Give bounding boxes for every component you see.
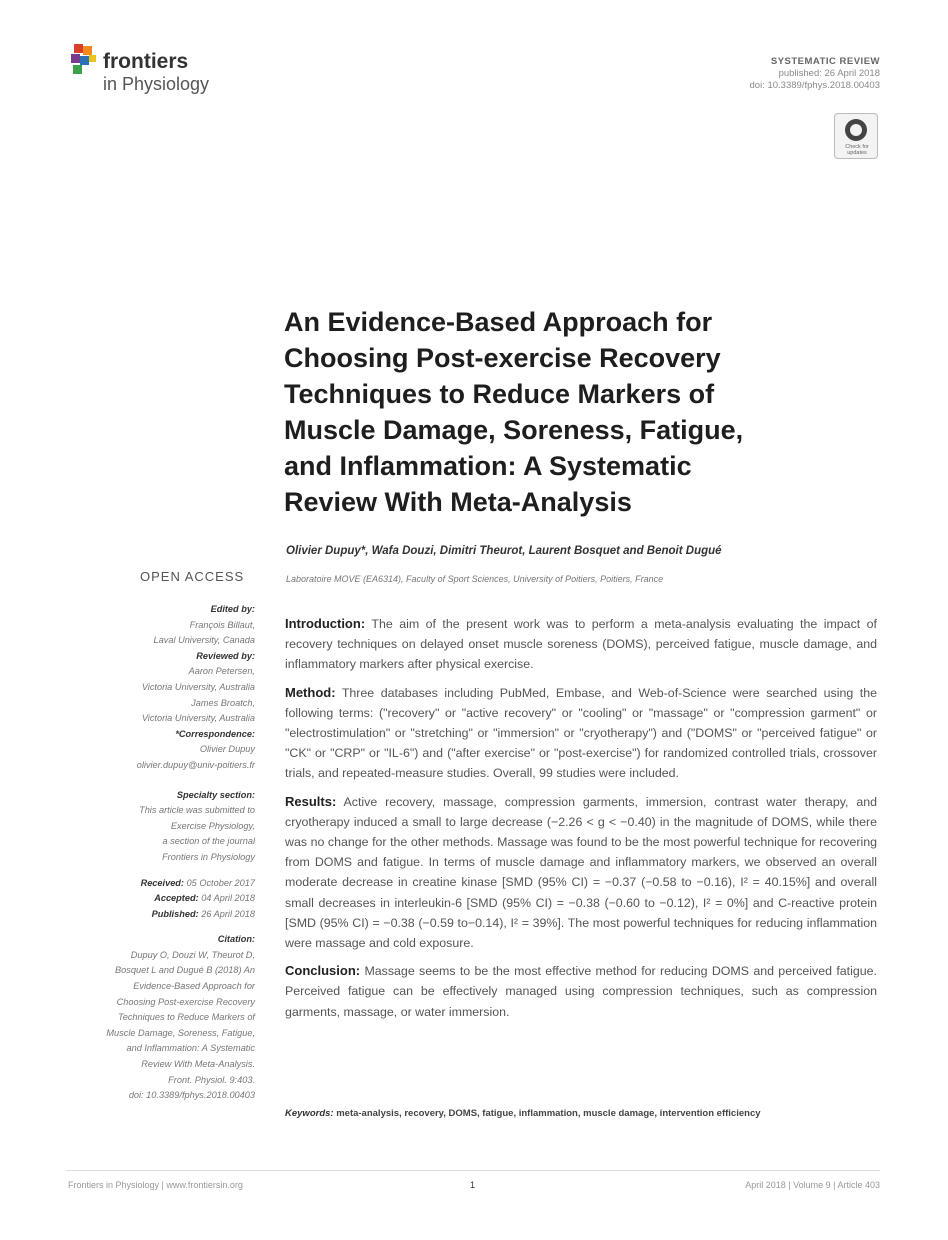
reviewed-by-heading: Reviewed by: bbox=[196, 650, 255, 661]
abstract-conclusion bbox=[285, 961, 877, 1022]
published-date-header: published: 26 April 2018 bbox=[778, 68, 880, 79]
page-number: 1 bbox=[470, 1180, 476, 1190]
citation-line: Review With Meta-Analysis. bbox=[141, 1059, 255, 1070]
citation-heading: Citation: bbox=[217, 934, 255, 945]
footer-issue-info: April 2018 | Volume 9 | Article 403 bbox=[745, 1180, 880, 1190]
title-line: Techniques to Reduce Markers of bbox=[284, 379, 715, 409]
abstract-introduction bbox=[285, 614, 877, 675]
citation-line: Choosing Post-exercise Recovery bbox=[116, 996, 255, 1007]
published-label: Published: bbox=[151, 908, 199, 919]
journal-name: frontiers bbox=[103, 50, 189, 73]
reviewer-name[interactable]: James Broatch, bbox=[191, 697, 255, 708]
specialty-heading: Specialty section: bbox=[176, 789, 255, 800]
frontiers-logo-icon bbox=[70, 42, 100, 76]
abstract-results bbox=[285, 792, 877, 954]
editor-affiliation: Laval University, Canada bbox=[153, 635, 255, 646]
editor-name[interactable]: François Billaut, bbox=[189, 619, 255, 630]
open-access-label: OPEN ACCESS bbox=[140, 569, 245, 584]
specialty-line: a section of the journal bbox=[162, 836, 255, 847]
article-info-sidebar bbox=[106, 602, 255, 1104]
keywords-text: meta-analysis, recovery, DOMS, fatigue, inflammation, muscle damage, intervention efficiency bbox=[336, 1108, 761, 1119]
method-heading: Method: bbox=[285, 684, 336, 700]
affiliation: Laboratoire MOVE (EA6314), Faculty of Sport Sciences, University of Poitiers, Poitiers, France bbox=[286, 574, 664, 584]
results-heading: Results: bbox=[285, 793, 337, 809]
correspondence-heading: *Correspondence: bbox=[175, 728, 255, 739]
reviewer-affiliation: Victoria University, Australia bbox=[141, 713, 255, 724]
title-line: Review With Meta-Analysis bbox=[284, 487, 632, 517]
citation-line: Techniques to Reduce Markers of bbox=[117, 1012, 255, 1023]
title-line: and Inflammation: A Systematic bbox=[284, 451, 692, 481]
title-line: Muscle Damage, Soreness, Fatigue, bbox=[284, 415, 744, 445]
accepted-date: 04 April 2018 bbox=[201, 893, 255, 904]
citation-doi[interactable]: doi: 10.3389/fphys.2018.00403 bbox=[128, 1090, 255, 1101]
introduction-heading: Introduction: bbox=[285, 616, 366, 631]
specialty-line: Exercise Physiology, bbox=[170, 820, 255, 831]
specialty-line: Frontiers in Physiology bbox=[162, 851, 255, 862]
reviewer-name[interactable]: Aaron Petersen, bbox=[188, 666, 255, 677]
footer-divider bbox=[66, 1170, 880, 1171]
abstract-method bbox=[285, 683, 877, 784]
abstract bbox=[285, 614, 877, 1030]
conclusion-heading: Conclusion: bbox=[285, 963, 361, 979]
citation-line: Evidence-Based Approach for bbox=[133, 981, 255, 992]
footer-journal[interactable]: Frontiers in Physiology | www.frontiersin.org bbox=[68, 1180, 243, 1190]
method-text: Three databases including PubMed, Embase, and Web-of-Science were searched using the following terms: ("recovery" or "active recovery" or "cooling" or "massage" or "compression garment" or "electrostimulation" or "stretching" or "immersion" or "cryotherapy") and ("DOMS" or "perceived fatigue" or "CK" or "CRP" or "IL-6") and ("after exercise" or "post-exercise") for randomized controlled trials, crossover trials, and repeated-measure studies. Overall, 99 studies were included. bbox=[285, 685, 878, 781]
crossmark-label: Check for updates bbox=[845, 144, 869, 156]
results-text: Active recovery, massage, compression garments, immersion, contrast water therapy, and cryotherapy induced a small to large decrease (−2.26 < g < −0.40) in the magnitude of DOMS, while there was no change for the other methods. Massage was found to be the most powerful technique for recovering from DOMS and fatigue. In terms of muscle damage and inflammatory markers, we observed an overall moderate decrease in creatine kinase [SMD (95% CI) = −0.37 (−0.58 to −0.16), I² = 40.15%] and overall small decreases in interleukin-6 [SMD (95% CI) = −0.38 (−0.60 to −0.12), I² = 0%] and C-reactive protein [SMD (95% CI) = −0.38 (−0.59 to−0.14), I² = 39%]. The most powerful techniques for reducing inflammation were massage and cold exposure. bbox=[285, 794, 878, 951]
author-list: Olivier Dupuy*, Wafa Douzi, Dimitri Theurot, Laurent Bosquet and Benoit Dugué bbox=[286, 545, 722, 557]
citation-line: Bosquet L and Dugué B (2018) An bbox=[115, 965, 255, 976]
article-type: SYSTEMATIC REVIEW bbox=[770, 56, 880, 67]
article-title bbox=[284, 304, 844, 520]
specialty-line: This article was submitted to bbox=[139, 805, 255, 816]
conclusion-text: Massage seems to be the most effective method for reducing DOMS and perceived fatigue. Perceived fatigue can be effectively managed using compression techniques, such as compression garments, massage, or water immersion. bbox=[285, 964, 877, 1019]
citation-line: Muscle Damage, Soreness, Fatigue, bbox=[106, 1027, 255, 1038]
keywords bbox=[285, 1108, 761, 1119]
introduction-text: The aim of the present work was to perform a meta-analysis evaluating the impact of recovery techniques on delayed onset muscle soreness (DOMS), perceived fatigue, muscle damage, and inflammatory markers after physical exercise. bbox=[285, 617, 877, 672]
received-label: Received: bbox=[140, 877, 184, 888]
received-date: 05 October 2017 bbox=[186, 877, 255, 888]
citation-line: Dupuy O, Douzi W, Theurot D, bbox=[130, 949, 255, 960]
citation-line: Front. Physiol. 9:403. bbox=[168, 1074, 255, 1085]
check-for-updates-icon[interactable] bbox=[834, 113, 878, 159]
journal-subname: in Physiology bbox=[103, 74, 210, 94]
reviewer-affiliation: Victoria University, Australia bbox=[141, 681, 255, 692]
published-date: 26 April 2018 bbox=[201, 908, 255, 919]
doi-header[interactable]: doi: 10.3389/fphys.2018.00403 bbox=[749, 80, 880, 91]
accepted-label: Accepted: bbox=[154, 893, 199, 904]
keywords-heading: Keywords: bbox=[285, 1108, 334, 1119]
edited-by-heading: Edited by: bbox=[210, 604, 255, 614]
title-line: Choosing Post-exercise Recovery bbox=[284, 343, 721, 373]
correspondence-name: Olivier Dupuy bbox=[199, 744, 255, 755]
citation-line: and Inflammation: A Systematic bbox=[126, 1043, 255, 1054]
correspondence-email[interactable]: olivier.dupuy@univ-poitiers.fr bbox=[136, 759, 255, 770]
title-line: An Evidence-Based Approach for bbox=[284, 307, 713, 337]
